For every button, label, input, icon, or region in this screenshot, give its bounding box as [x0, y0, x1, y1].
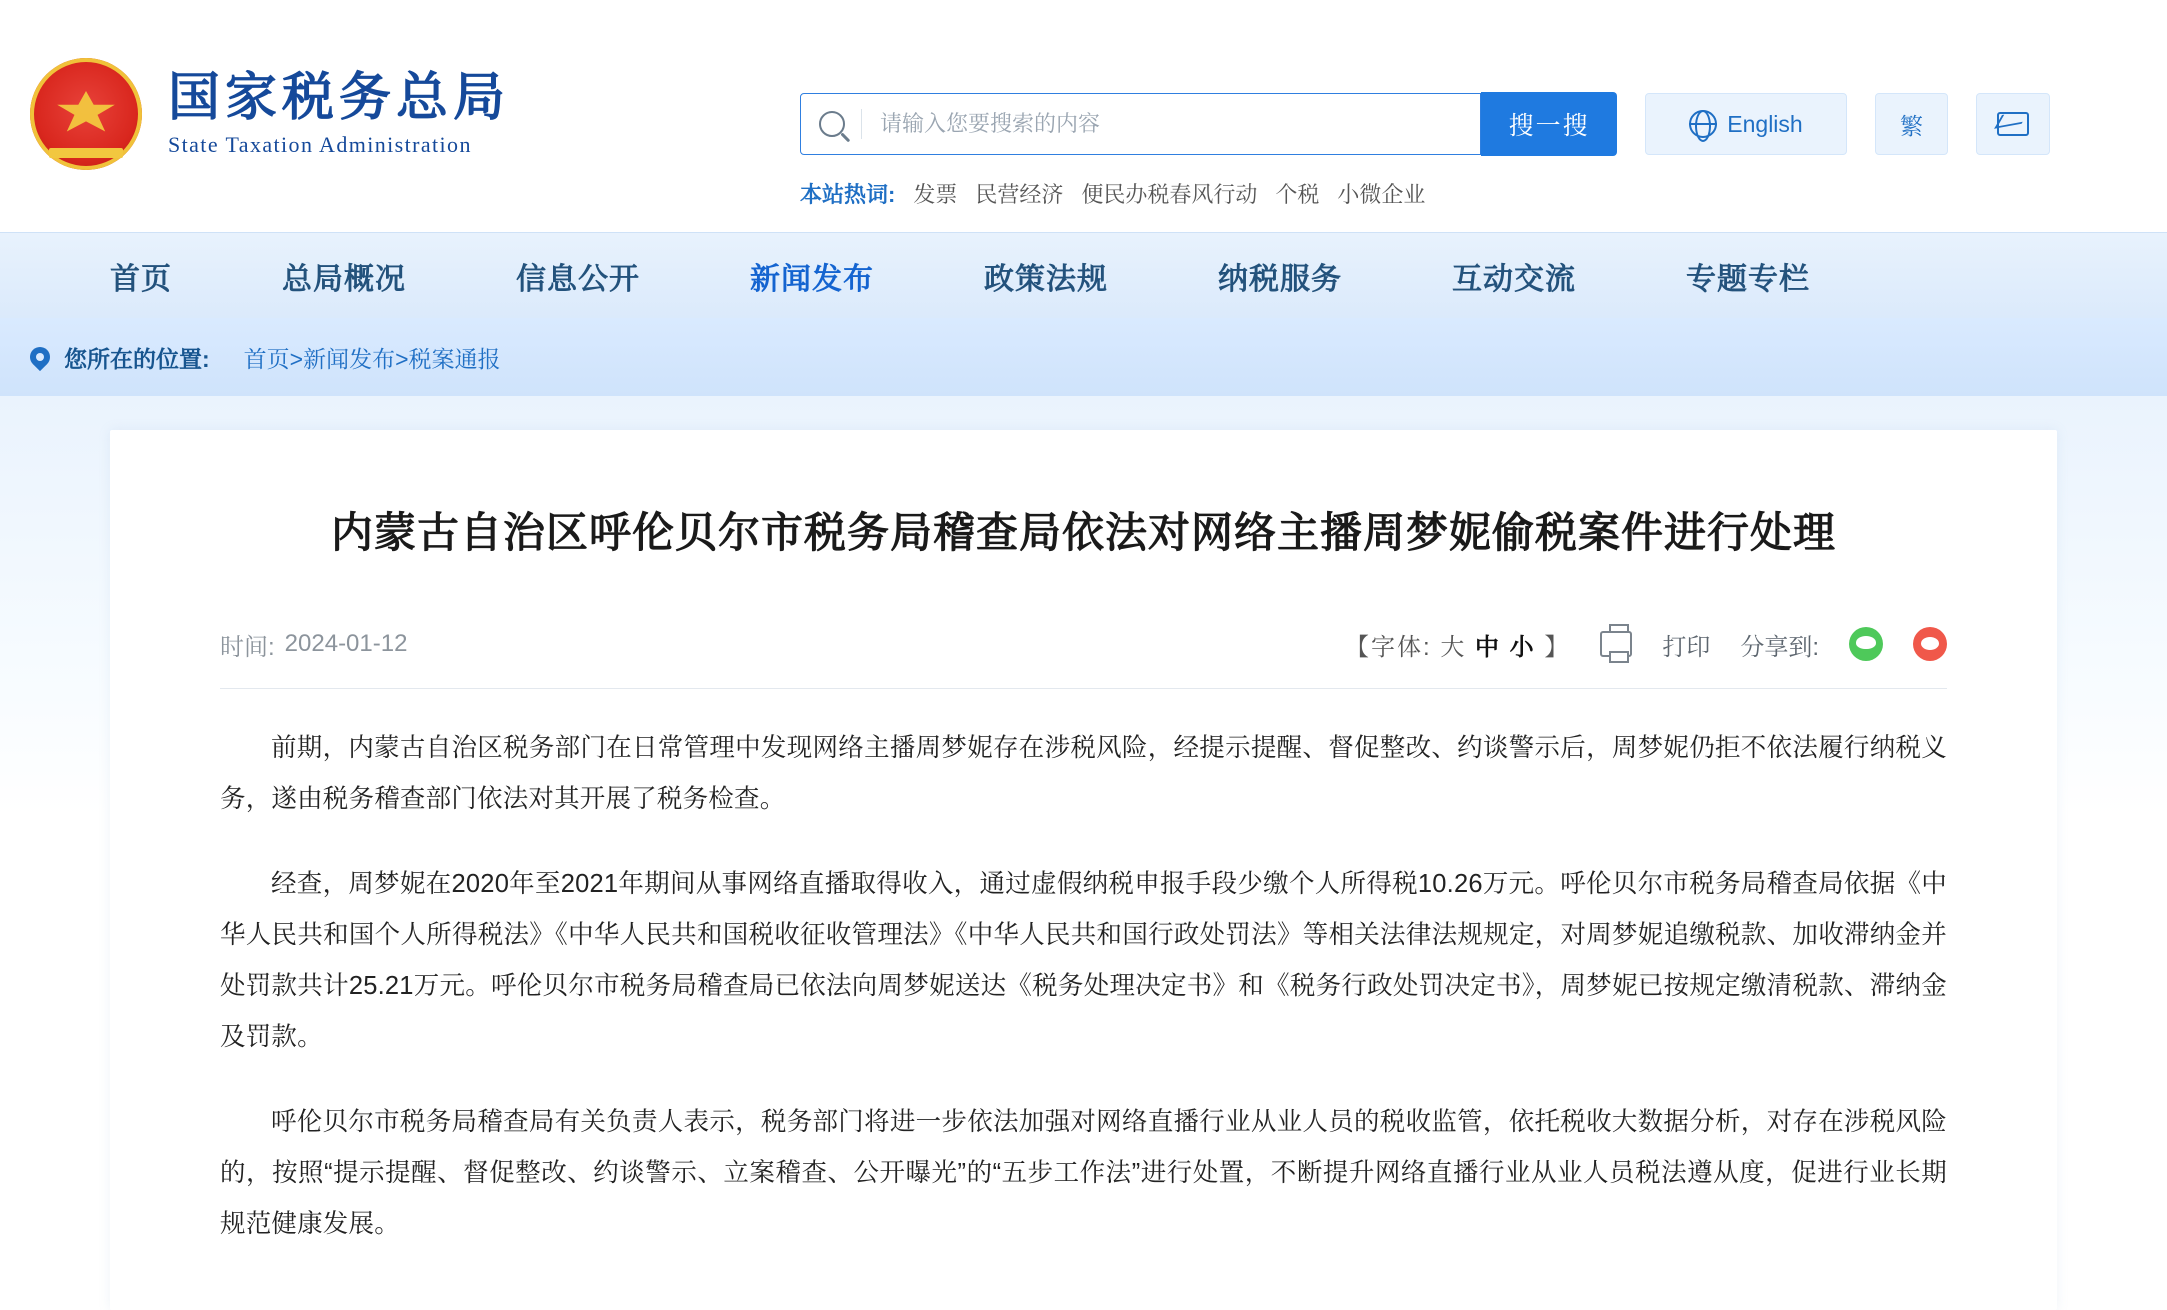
nav-item-overview[interactable]: 总局概况: [282, 262, 406, 296]
time-label: 时间:: [220, 633, 275, 661]
hotword-item[interactable]: 个税: [1275, 182, 1320, 207]
search-row: [800, 92, 2050, 156]
language-traditional-button[interactable]: [1875, 93, 1948, 155]
font-size-medium[interactable]: 中: [1474, 633, 1501, 661]
article-paragraph: 经查，周梦妮在2020年至2021年期间从事网络直播取得收入，通过虚假纳税申报手段少缴个人所得税10.26万元。呼伦贝尔市税务局稽查局依据《中华人民共和国个人所得税法》《中华人民共和国税收征收管理法》《中华人民共和国行政处罚法》等相关法律法规规定，对周梦妮追缴税款、加收滞纳金并处罚款共计25.21万元。呼伦贝尔市税务局稽查局已依法向周梦妮送达《税务处理决定书》和《税务行政处罚决定书》，周梦妮已按规定缴清税款、滞纳金及罚款。: [220, 869, 1947, 1051]
font-size-suffix: 】: [1544, 633, 1571, 661]
nav-item-home[interactable]: 首页: [110, 262, 172, 296]
weibo-icon[interactable]: [1913, 627, 1947, 661]
article-card: [110, 430, 2057, 1310]
language-english-label: English: [1727, 110, 1803, 137]
site-name-en: State Taxation Administration: [168, 132, 472, 158]
search-icon: [819, 111, 845, 137]
article-paragraph: 前期，内蒙古自治区税务部门在日常管理中发现网络主播周梦妮存在涉税风险，经提示提醒、督促整改、约谈警示后，周梦妮仍拒不依法履行纳税义务，遂由税务稽查部门依法对其开展了税务检查。: [220, 733, 1947, 813]
breadcrumb: [0, 318, 2167, 396]
hotword-item[interactable]: 小微企业: [1337, 182, 1426, 207]
search-input[interactable]: [878, 110, 1438, 138]
font-size-small[interactable]: 小: [1509, 633, 1536, 661]
search-button[interactable]: 搜一搜: [1481, 92, 1617, 156]
font-size-control: [1345, 627, 1570, 662]
article-tools: [1345, 627, 1947, 662]
font-size-large[interactable]: 大: [1440, 633, 1467, 661]
site-brand[interactable]: [30, 58, 510, 170]
location-pin-icon: [26, 343, 54, 371]
brand-text: [168, 70, 510, 158]
search-divider: [861, 109, 862, 139]
globe-icon: [1689, 110, 1717, 138]
page-body: [0, 396, 2167, 1310]
article-time: [220, 627, 407, 662]
share-label: 分享到:: [1740, 633, 1819, 661]
hotword-item[interactable]: 民营经济: [975, 182, 1064, 207]
print-label[interactable]: 打印: [1662, 633, 1711, 661]
site-header: [0, 0, 2167, 232]
site-name-cn: 国家税务总局: [168, 69, 511, 127]
envelope-icon: [1997, 112, 2029, 136]
page-title: 内蒙古自治区呼伦贝尔市税务局稽查局依法对网络主播周梦妮偷税案件进行处理: [330, 509, 1836, 556]
search-area: [800, 92, 2050, 209]
nav-item-disclosure[interactable]: 信息公开: [516, 262, 640, 296]
mail-button[interactable]: [1976, 93, 2050, 155]
breadcrumb-label: 您所在的位置:: [64, 345, 210, 372]
main-nav: [0, 232, 2167, 318]
nav-item-interaction[interactable]: 互动交流: [1452, 262, 1576, 296]
hotword-item[interactable]: 发票: [913, 182, 958, 207]
language-english-button[interactable]: [1645, 93, 1847, 155]
breadcrumb-path[interactable]: 首页>新闻发布>税案通报: [243, 345, 501, 372]
printer-icon[interactable]: [1600, 631, 1632, 657]
time-value: 2024-01-12: [284, 630, 408, 658]
hotwords-label: 本站热词:: [800, 182, 896, 207]
nav-item-special-columns[interactable]: 专题专栏: [1686, 262, 1810, 296]
hotwords-bar: [800, 178, 2050, 209]
article-paragraph: 呼伦贝尔市税务局稽查局有关负责人表示，税务部门将进一步依法加强对网络直播行业从业人员的税收监管，依托税收大数据分析，对存在涉税风险的，按照“提示提醒、督促整改、约谈警示、立案稽查、公开曝光”的“五步工作法”进行处置，不断提升网络直播行业从业人员税法遵从度，促进行业长期规范健康发展。: [220, 1107, 1947, 1238]
nav-item-policy[interactable]: 政策法规: [984, 262, 1108, 296]
font-size-prefix: 【字体:: [1344, 633, 1432, 661]
nav-item-tax-service[interactable]: 纳税服务: [1218, 262, 1342, 296]
wechat-icon[interactable]: [1849, 627, 1883, 661]
language-traditional-label: 繁: [1900, 112, 1924, 139]
nav-item-news[interactable]: 新闻发布: [750, 262, 874, 296]
hotword-item[interactable]: 便民办税春风行动: [1081, 182, 1258, 207]
national-emblem-icon: [30, 58, 142, 170]
search-box[interactable]: [800, 93, 1481, 155]
article-meta: [220, 627, 1947, 689]
